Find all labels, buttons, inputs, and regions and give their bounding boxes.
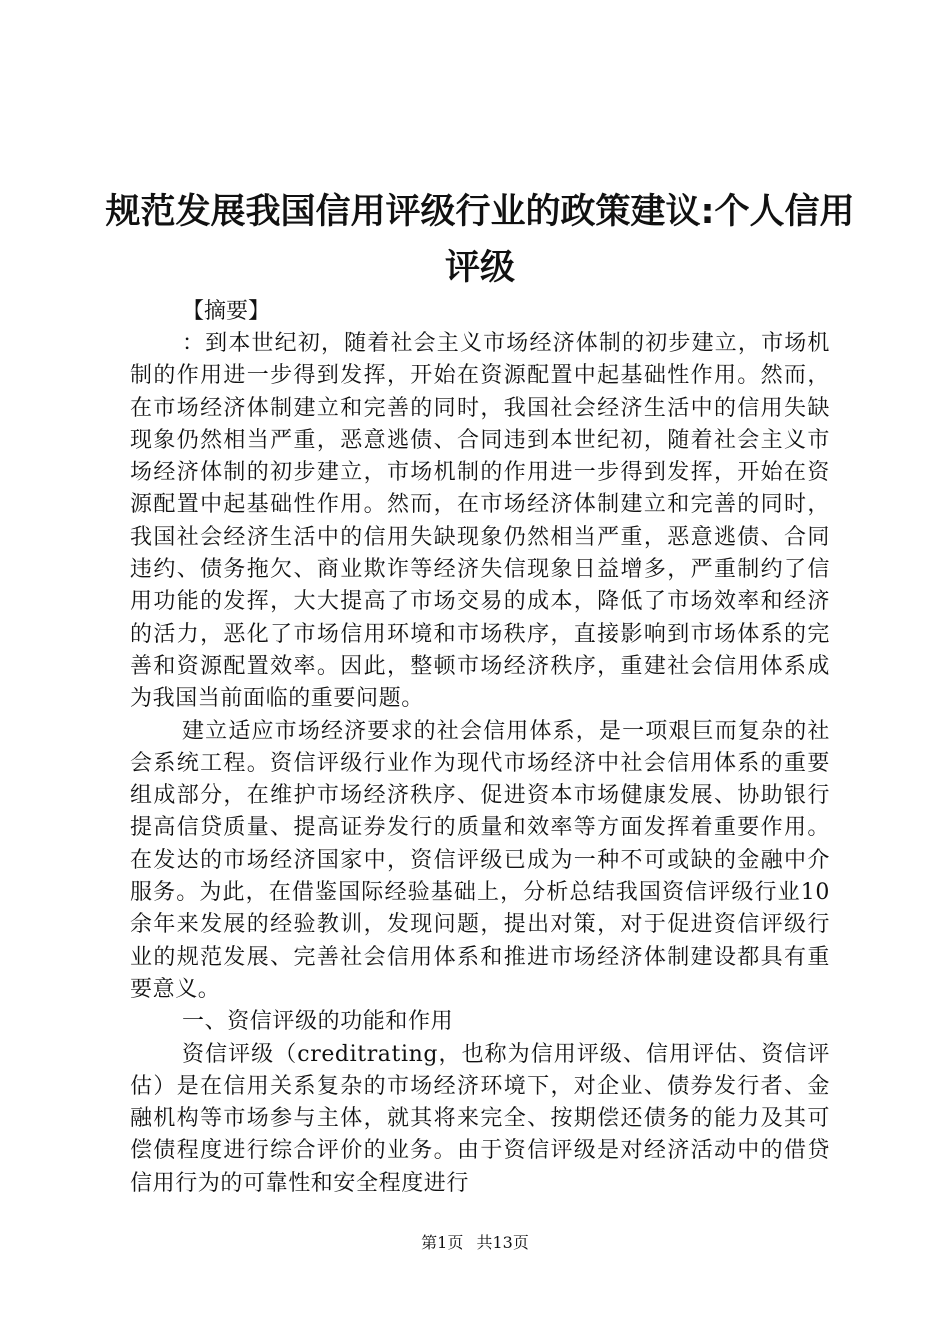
page-footer: [0, 1232, 950, 1254]
paragraph: 资信评级（creditrating，也称为信用评级、信用评估、资信评估）是在信用关系复杂的市场经济环境下，对企业、债券发行者、金融机构等市场参与主体，就其将来完全、按期偿还债务的能力及其可偿债程度进行综合评价的业务。由于资信评级是对经济活动中的借贷信用行为的可靠性和安全程度进行: [130, 1041, 830, 1196]
section-heading: 一、资信评级的功能和作用: [182, 1009, 454, 1035]
page-number: 第1页: [421, 1233, 464, 1252]
abstract-heading: 【摘要】: [182, 299, 271, 324]
document-title: 规范发展我国信用评级行业的政策建议:个人信用评级: [105, 192, 855, 288]
page-total: 共13页: [476, 1233, 529, 1252]
document-body: [130, 328, 830, 1200]
paragraph: ：到本世纪初，随着社会主义市场经济体制的初步建立，市场机制的作用进一步得到发挥，开始在资源配置中起基础性作用。然而，在市场经济体制建立和完善的同时，我国社会经济生活中的信用失缺现象仍然相当严重，恶意逃债、合同违到本世纪初，随着社会主义市场经济体制的初步建立，市场机制的作用进一步得到发挥，开始在资源配置中起基础性作用。然而，在市场经济体制建立和完善的同时，我国社会经济生活中的信用失缺现象仍然相当严重，恶意逃债、合同违约、债务拖欠、商业欺诈等经济失信现象日益增多，严重制约了信用功能的发挥，大大提高了市场交易的成本，降低了市场效率和经济的活力，恶化了市场信用环境和市场秩序，直接影响到市场体系的完善和资源配置效率。因此，整顿市场经济秩序，重建社会信用体系成为我国当前面临的重要问题。: [130, 331, 830, 712]
paragraph: 建立适应市场经济要求的社会信用体系，是一项艰巨而复杂的社会系统工程。资信评级行业作为现代市场经济中社会信用体系的重要组成部分，在维护市场经济秩序、促进资本市场健康发展、协助银行提高信贷质量、提高证券发行的质量和效率等方面发挥着重要作用。在发达的市场经济国家中，资信评级已成为一种不可或缺的金融中介服务。为此，在借鉴国际经验基础上，分析总结我国资信评级行业10余年来发展的经验教训，发现问题，提出对策，对于促进资信评级行业的规范发展、完善社会信用体系和推进市场经济体制建设都具有重要意义。: [130, 718, 830, 1002]
